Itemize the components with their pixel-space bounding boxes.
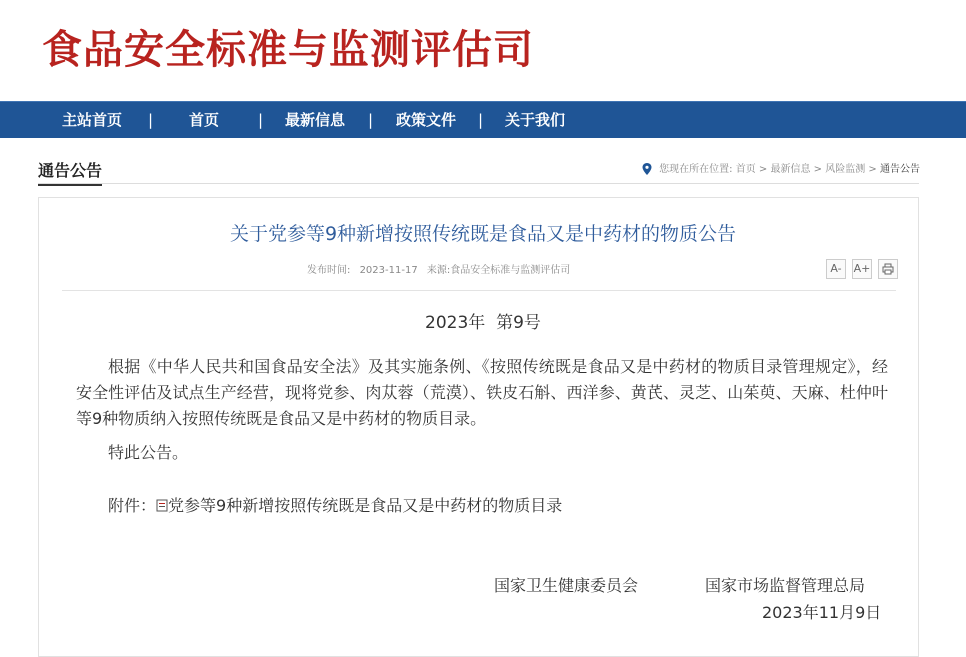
attachment-label: 附件： — [108, 496, 157, 515]
breadcrumb-latest-info[interactable]: 最新信息 — [770, 164, 811, 175]
breadcrumb-home[interactable]: 首页 — [735, 164, 756, 175]
sign-date: 2023年11月9日 — [762, 603, 882, 622]
breadcrumb — [642, 160, 920, 175]
nav-separator: | — [478, 111, 484, 129]
main-nav — [0, 101, 966, 138]
document-number: 2023年 第9号 — [425, 313, 541, 333]
section-title: 通告公告 — [38, 158, 102, 186]
closing-text: 特此公告。 — [108, 443, 189, 462]
nav-separator: | — [368, 111, 374, 129]
nav-home[interactable]: 首页 — [189, 111, 220, 129]
article-meta — [307, 261, 570, 276]
location-pin-icon — [642, 163, 652, 175]
nav-home-main[interactable]: 主站首页 — [62, 111, 123, 129]
article-title: 关于党参等9种新增按照传统既是食品又是中药材的物质公告 — [229, 223, 737, 245]
breadcrumb-separator: > — [813, 164, 823, 175]
nav-separator: | — [258, 111, 264, 129]
signer-nhc: 国家卫生健康委员会 — [494, 576, 639, 595]
nav-about-us[interactable]: 关于我们 — [505, 111, 566, 129]
breadcrumb-separator: > — [758, 164, 768, 175]
nav-separator: | — [148, 111, 154, 129]
body-paragraph: 根据《中华人民共和国食品安全法》及其实施条例、《按照传统既是食品又是中药材的物质目录管理规定》，经安全性评估及试点生产经营，现将党参、肉苁蓉（荒漠）、铁皮石斛、西洋参、黄芪、灵芝、山茱萸、天麻、杜仲叶等9种物质纳入按照传统既是食品又是中药材的物质目录。 — [76, 357, 888, 428]
font-smaller-button[interactable]: A- — [826, 259, 846, 279]
site-title: 食品安全标准与监测评估司 — [42, 26, 534, 73]
document-icon — [156, 499, 168, 512]
nav-policy-docs[interactable]: 政策文件 — [396, 111, 457, 129]
nav-latest-info[interactable]: 最新信息 — [285, 111, 346, 129]
source-label: 来源: — [426, 265, 451, 276]
article-body — [76, 354, 888, 432]
font-larger-button[interactable]: A+ — [852, 259, 872, 279]
section-divider — [38, 183, 919, 184]
signer-samr: 国家市场监督管理总局 — [705, 576, 866, 595]
breadcrumb-separator: > — [868, 164, 877, 175]
attachment — [108, 493, 562, 516]
publish-date: 2023-11-17 — [359, 265, 418, 276]
print-button[interactable] — [878, 259, 898, 279]
attachment-link[interactable]: 党参等9种新增按照传统既是食品又是中药材的物质目录 — [168, 496, 563, 515]
printer-icon — [882, 263, 894, 275]
meta-divider — [62, 290, 896, 291]
breadcrumb-risk-monitoring[interactable]: 风险监测 — [825, 164, 866, 175]
publish-label: 发布时间: — [307, 265, 351, 276]
breadcrumb-current: 通告公告 — [880, 164, 920, 175]
breadcrumb-prefix: 您现在所在位置: — [659, 164, 733, 175]
source-value: 食品安全标准与监测评估司 — [450, 265, 571, 276]
